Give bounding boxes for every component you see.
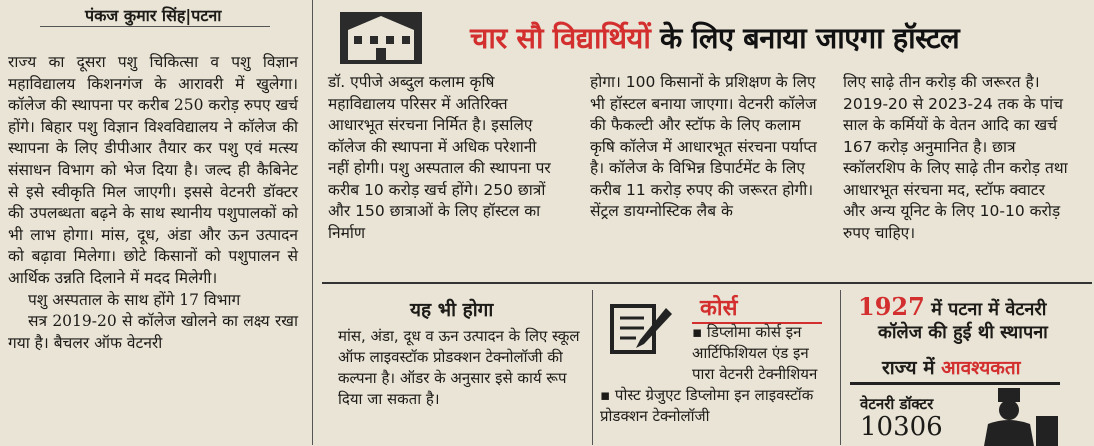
article-column-1 xyxy=(328,72,558,244)
headline-black: के लिए बनाया जाएगा हॉस्टल xyxy=(650,21,960,55)
left-article-column xyxy=(8,52,298,354)
left-paragraph-2: सत्र 2019-20 से कॉलेज खोलने का लक्ष्य रखा गया है। बैचलर ऑफ वेटनरी xyxy=(8,312,298,352)
byline xyxy=(0,0,300,34)
article-column-2 xyxy=(590,72,822,223)
establishment-text: कॉलेज की हुई थी स्थापना xyxy=(878,322,1048,343)
section-divider xyxy=(322,282,1092,284)
byline-rule xyxy=(40,26,270,27)
article-column-3 xyxy=(843,72,1068,244)
author-byline: पंकज कुमार सिंह|पटना xyxy=(85,6,222,25)
column-1-text: डॉ. एपीजे अब्दुल कलाम कृषि महाविद्यालय परिसर में अतिरिक्त आधारभूत संरचना निर्मित है। इसलिए कॉलेज की स्थापना में अधिक परेशानी नहीं होगी। पशु अस्पताल की स्थापना पर करीब 10 करोड़ खर्च होंगे। 250 छात्रों और 150 छात्राओं के लिए हॉस्टल का निर्माण xyxy=(328,73,551,242)
also-text: मांस, अंडा, दूध व ऊन उत्पादन के लिए स्कूल ऑफ लाइवस्टॉक प्रोडक्शन टेक्नोलॉजी की कल्पना है। ऑडर के अनुसार इसे कार्य रूप दिया जा सकता है। xyxy=(338,327,580,408)
column-3-text: लिए साढ़े तीन करोड़ की जरूरत है। 2019-20 से 2023-24 तक के पांच साल के कर्मियों के वेतन आदि का खर्च 167 करोड़ अनुमानित है। छात्र स्कॉलरशिप के लिए साढ़े तीन करोड़ तथा आधारभूत संरचना मद, स्टॉफ क्वाटर और अन्य यूनिट के लिए 10-10 करोड़ रुपए चाहिए। xyxy=(843,73,1068,242)
headline xyxy=(470,18,959,57)
left-paragraph-1: राज्य का दूसरा पशु चिकित्सा व पशु विज्ञान महाविद्यालय किशनगंज के आरावरी में खुलेगा। कॉलेज की स्थापना पर करीब 250 करोड़ रुपए खर्च होंगे। बिहार पशु विज्ञान विश्वविद्यालय ने कॉलेज की स्थापना के लिए डीपीआर तैयार कर पशु एवं मत्स्य संसाधन विभाग को भेज दिया है। जल्द ही कैबिनेट से इसे स्वीकृति मिल जाएगी। इससे वेटनरी डॉक्टर की उपलब्धता बढ़ने के साथ स्थानीय पशुपालकों को भी लाभ होगा। मांस, दूध, अंडा और ऊन उत्पादन को बढ़ावा मिलेगा। छोटे किसानों को पशुपालन से आर्थिक उन्नति दिलाने में मदद मिलेगी। xyxy=(8,53,298,287)
doctor-count: 10306 xyxy=(860,412,943,442)
courses-list xyxy=(600,322,830,427)
headline-red: चार सौ विद्यार्थियों xyxy=(470,21,651,55)
box-divider-1 xyxy=(592,290,593,445)
requirement-red: आवश्यकता xyxy=(941,357,1021,379)
founding-year-line xyxy=(858,292,1046,321)
course-item-1: ▪ डिप्लोमा कोर्स इन आर्टिफिशियल एंड इन पारा वेटनरी टेक्नीशियन xyxy=(692,323,818,383)
column-divider xyxy=(312,0,313,445)
requirement-rule xyxy=(850,382,1060,385)
left-subhead: पशु अस्पताल के साथ होंगे 17 विभाग xyxy=(28,290,241,309)
box-divider-2 xyxy=(840,290,841,445)
requirement-black: राज्य में xyxy=(882,357,942,379)
courses-title: कोर्स xyxy=(700,296,738,321)
doctor-label: वेटनरी डॉक्टर xyxy=(860,395,934,413)
doctor-icon xyxy=(970,386,1060,446)
also-title: यह भी होगा xyxy=(410,299,494,321)
column-2-text: होगा। 100 किसानों के प्रशिक्षण के लिए भी हॉस्टल बनाया जाएगा। वेटनरी कॉलेज की फैकल्टी और स्टॉफ के लिए कलाम कृषि कॉलेज में आधारभूत संरचना पर्याप्त है। कॉलेज के विभिन्न डिपार्टमेंट के लिए करीब 11 करोड़ रुपए की जरूरत होगी। सेंट्रल डायग्नोस्टिक लैब के xyxy=(590,73,817,220)
headline-banner xyxy=(320,4,1090,62)
founding-year: 1927 xyxy=(858,292,925,321)
founding-year-text: में पटना में वेटनरी xyxy=(924,299,1047,320)
building-icon xyxy=(340,12,422,64)
requirement-heading xyxy=(882,354,1021,380)
course-item-2: ▪ पोस्ट ग्रेजुएट डिप्लोमा इन लाइवस्टॉक प्रोडक्शन टेक्नोलॉजी xyxy=(600,386,814,425)
